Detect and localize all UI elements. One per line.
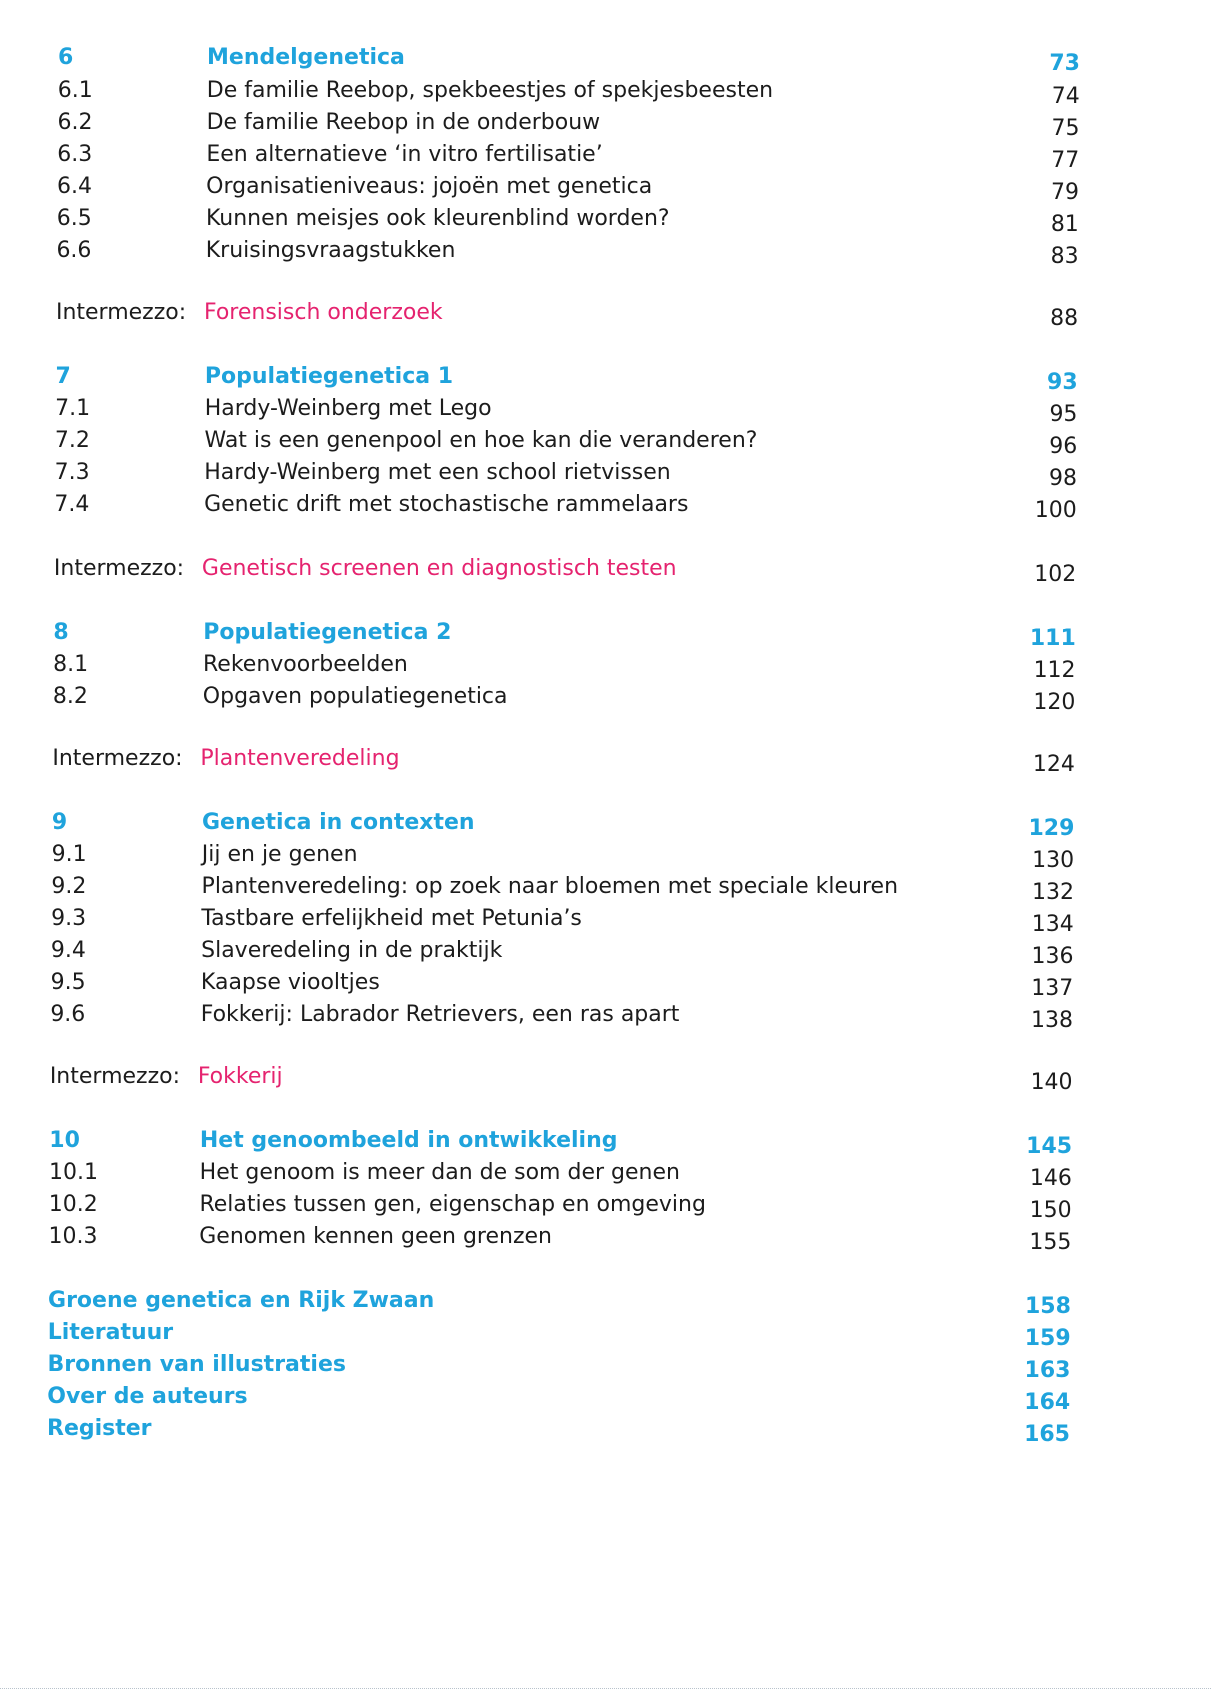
toc-row-back	[0, 1288, 1211, 1322]
section-number: 6.5	[56, 206, 92, 231]
page-number: 74	[1051, 84, 1080, 109]
section-number: 8.2	[52, 684, 88, 709]
section-title: Kunnen meisjes ook kleurenblind worden?	[205, 206, 670, 231]
toc-row-chapter	[0, 620, 1211, 654]
chapter-title: Genetica in contexten	[201, 810, 475, 835]
section-title: Fokkerij: Labrador Retrievers, een ras apart	[200, 1002, 680, 1027]
toc-row-section	[0, 460, 1211, 494]
chapter-title: Mendelgenetica	[207, 45, 405, 70]
page-number: 145	[1026, 1134, 1073, 1159]
section-title: Het genoom is meer dan de som der genen	[199, 1160, 680, 1185]
toc-row-intermezzo	[0, 1064, 1211, 1098]
toc-row-section	[0, 174, 1211, 208]
section-title: Kruisingsvraagstukken	[205, 238, 456, 263]
section-title: Kaapse viooltjes	[200, 970, 380, 995]
section-title: Hardy-Weinberg met een school rietvissen	[204, 460, 671, 485]
section-number: 7.1	[55, 396, 91, 421]
toc-row-section	[0, 78, 1211, 112]
page-number: 93	[1047, 370, 1078, 395]
toc-row-intermezzo	[0, 300, 1211, 334]
section-title: De familie Reebop, spekbeestjes of spekjesbeesten	[206, 78, 774, 103]
toc-row-section	[0, 142, 1211, 176]
toc-row-section	[0, 238, 1211, 272]
chapter-number: 7	[55, 364, 71, 389]
section-title: Tastbare erfelijkheid met Petunia’s	[201, 906, 582, 931]
toc-row-intermezzo	[0, 746, 1211, 780]
page-number: 137	[1031, 976, 1074, 1001]
page-number: 79	[1051, 180, 1080, 205]
section-title: Een alternatieve ‘in vitro fertilisatie’	[206, 142, 603, 167]
section-number: 6.3	[57, 142, 93, 167]
page-number: 100	[1034, 498, 1077, 523]
section-number: 7.3	[54, 460, 90, 485]
page-number: 140	[1030, 1070, 1073, 1095]
section-number: 9.4	[50, 938, 86, 963]
page-number: 75	[1051, 116, 1080, 141]
section-title: Relaties tussen gen, eigenschap en omgeving	[199, 1192, 706, 1217]
toc-row-chapter	[0, 1128, 1211, 1162]
toc-row-chapter	[0, 810, 1211, 844]
toc-row-section	[0, 428, 1211, 462]
toc-row-back	[0, 1320, 1211, 1354]
section-number: 9.1	[51, 842, 87, 867]
section-number: 6.6	[56, 238, 92, 263]
toc-row-back	[0, 1384, 1211, 1418]
section-number: 6.4	[56, 174, 92, 199]
backmatter-title: Groene genetica en Rijk Zwaan	[48, 1288, 435, 1313]
intermezzo-title: Genetisch screenen en diagnostisch testen	[201, 556, 677, 581]
section-title: Rekenvoorbeelden	[203, 652, 408, 677]
chapter-number: 9	[51, 810, 68, 835]
section-title: Wat is een genenpool en hoe kan die veranderen?	[204, 428, 758, 453]
section-number: 10.3	[48, 1224, 98, 1249]
chapter-title: Het genoombeeld in ontwikkeling	[199, 1128, 618, 1153]
toc-row-section	[0, 1192, 1211, 1226]
backmatter-title: Literatuur	[47, 1320, 174, 1345]
intermezzo-title: Fokkerij	[197, 1064, 283, 1089]
intermezzo-label: Intermezzo:	[55, 300, 187, 325]
toc-row-back	[0, 1416, 1211, 1450]
backmatter-title: Bronnen van illustraties	[47, 1352, 346, 1377]
page-number: 159	[1024, 1326, 1071, 1351]
page-number: 164	[1024, 1390, 1071, 1415]
toc-row-section	[0, 652, 1211, 686]
section-title: Plantenveredeling: op zoek naar bloemen met speciale kleuren	[201, 874, 899, 899]
section-title: Organisatieniveaus: jojoën met genetica	[206, 174, 653, 199]
intermezzo-label: Intermezzo:	[52, 746, 183, 771]
section-title: Jij en je genen	[201, 842, 358, 867]
toc-row-section	[0, 842, 1211, 876]
page-number: 132	[1031, 880, 1074, 905]
toc-row-section	[0, 874, 1211, 908]
toc-row-section	[0, 492, 1211, 526]
page-number: 155	[1029, 1230, 1072, 1255]
toc-row-section	[0, 1160, 1211, 1194]
toc-row-section	[0, 396, 1211, 430]
page-number: 165	[1024, 1422, 1070, 1447]
section-title: Genetic drift met stochastische rammelaars	[204, 492, 689, 517]
page-number: 138	[1031, 1008, 1074, 1033]
backmatter-title: Register	[47, 1416, 152, 1441]
chapter-number: 6	[58, 45, 74, 70]
toc-row-section	[0, 206, 1211, 240]
section-number: 6.1	[57, 78, 93, 103]
chapter-title: Populatiegenetica 2	[203, 620, 452, 645]
page-number: 130	[1032, 848, 1075, 873]
page-number: 111	[1029, 626, 1076, 651]
toc-row-section	[0, 970, 1211, 1004]
page-number: 102	[1034, 562, 1077, 587]
page-number: 150	[1029, 1198, 1072, 1223]
toc-row-section	[0, 906, 1211, 940]
section-number: 9.5	[50, 970, 86, 995]
page-number: 95	[1049, 402, 1078, 427]
toc-row-chapter	[0, 364, 1211, 398]
page-number: 124	[1032, 752, 1075, 777]
page-number: 163	[1024, 1358, 1071, 1383]
section-title: Hardy-Weinberg met Lego	[204, 396, 492, 421]
section-number: 10.1	[49, 1160, 99, 1185]
page-number: 146	[1029, 1166, 1072, 1191]
page-number: 98	[1048, 466, 1077, 491]
chapter-number: 8	[53, 620, 69, 645]
toc-row-intermezzo	[0, 556, 1211, 590]
toc-row-section	[0, 110, 1211, 144]
section-title: Opgaven populatiegenetica	[202, 684, 508, 709]
toc-row-chapter	[0, 45, 1211, 79]
toc-row-section	[0, 684, 1211, 718]
page-number: 136	[1031, 944, 1074, 969]
section-number: 9.6	[50, 1002, 86, 1027]
chapter-number: 10	[49, 1128, 80, 1153]
section-number: 8.1	[53, 652, 89, 677]
toc-row-section	[0, 1224, 1211, 1258]
page-number: 158	[1024, 1294, 1071, 1319]
page-number: 88	[1050, 306, 1079, 331]
toc-row-section	[0, 938, 1211, 972]
intermezzo-label: Intermezzo:	[53, 556, 185, 581]
page-number: 81	[1050, 212, 1079, 237]
section-number: 10.2	[48, 1192, 98, 1217]
section-number: 7.2	[54, 428, 90, 453]
section-number: 9.3	[51, 906, 87, 931]
section-title: Slaveredeling in de praktijk	[201, 938, 503, 963]
page-number: 112	[1033, 658, 1076, 683]
page-number: 83	[1050, 244, 1079, 269]
page-number: 73	[1049, 51, 1080, 76]
chapter-title: Populatiegenetica 1	[204, 364, 454, 389]
page-number: 120	[1033, 690, 1076, 715]
backmatter-title: Over de auteurs	[47, 1384, 248, 1409]
section-title: Genomen kennen geen grenzen	[199, 1224, 552, 1249]
section-number: 9.2	[51, 874, 87, 899]
page-number: 77	[1051, 148, 1080, 173]
intermezzo-title: Forensisch onderzoek	[203, 300, 443, 325]
dotted-divider	[0, 1688, 1211, 1689]
page-number: 96	[1049, 434, 1078, 459]
toc-row-back	[0, 1352, 1211, 1386]
section-number: 6.2	[57, 110, 93, 135]
page-number: 129	[1028, 816, 1075, 841]
section-title: De familie Reebop in de onderbouw	[206, 110, 601, 135]
section-number: 7.4	[54, 492, 90, 517]
toc-row-section	[0, 1002, 1211, 1036]
intermezzo-label: Intermezzo:	[49, 1064, 180, 1089]
intermezzo-title: Plantenveredeling	[200, 746, 400, 771]
page-number: 134	[1031, 912, 1074, 937]
